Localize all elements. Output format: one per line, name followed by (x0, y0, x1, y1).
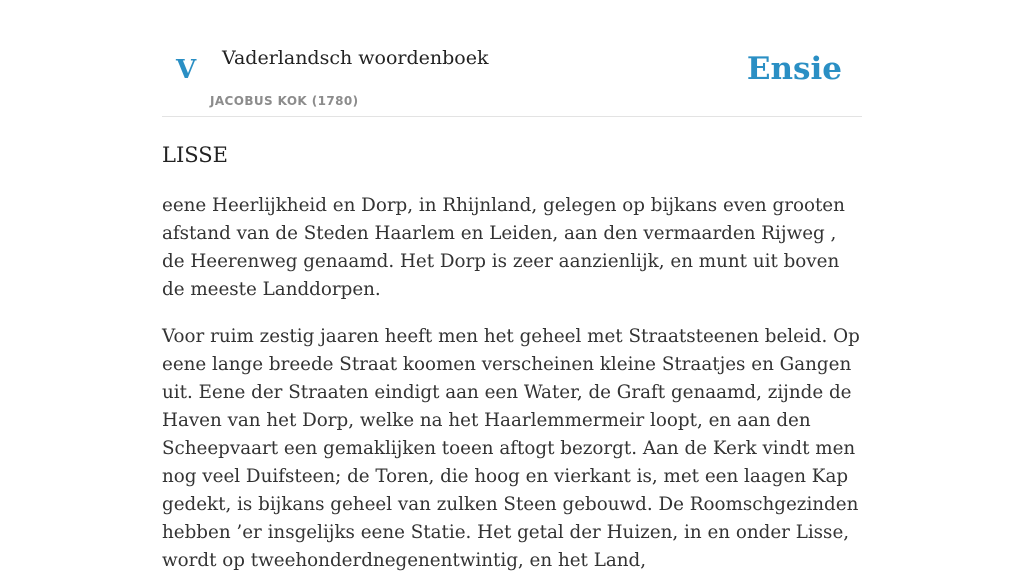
entry-content (162, 136, 862, 575)
entry-paragraph: Voor ruim zestig jaaren heeft men het geheel met Straatsteenen beleid. Op eene lange breede Straat koomen verscheinen kleine Straatjes en Gangen uit. Eene der Straaten eindigt aan een Water, de Graft genaamd, zijnde de Haven van het Dorp, welke na het Haarlemmermeir loopt, en aan den Scheepvaart een gemaklijken toeen aftogt bezorgt. Aan de Kerk vindt men nog veel Duifsteen; de Toren, die hoog en vierkant is, met een laagen Kap gedekt, is bijkans geheel van zulken Steen gebouwd. De Roomschgezinden hebben ’er insgelijks eene Statie. Het getal der Huizen, in en onder Lisse, wordt op tweehonderdnegenentwintig, en het Land, (162, 326, 860, 571)
dictionary-letter-badge[interactable]: V (176, 55, 197, 85)
entry-title: LISSE (162, 143, 228, 167)
entry-paragraph: eene Heerlijkheid en Dorp, in Rhijnland, gelegen op bijkans even grooten afstand van de Steden Haarlem en Leiden, aan den vermaarden Rijweg , de Heerenweg genaamd. Het Dorp is zeer aanzienlijk, en munt uit boven de meeste Landdorpen. (162, 195, 845, 300)
ensie-logo[interactable]: Ensie (746, 51, 842, 87)
dictionary-title-link[interactable]: Vaderlandsch woordenboek (222, 47, 489, 69)
dictionary-author: JACOBUS KOK (1780) (210, 94, 359, 108)
dictionary-header (162, 0, 862, 117)
